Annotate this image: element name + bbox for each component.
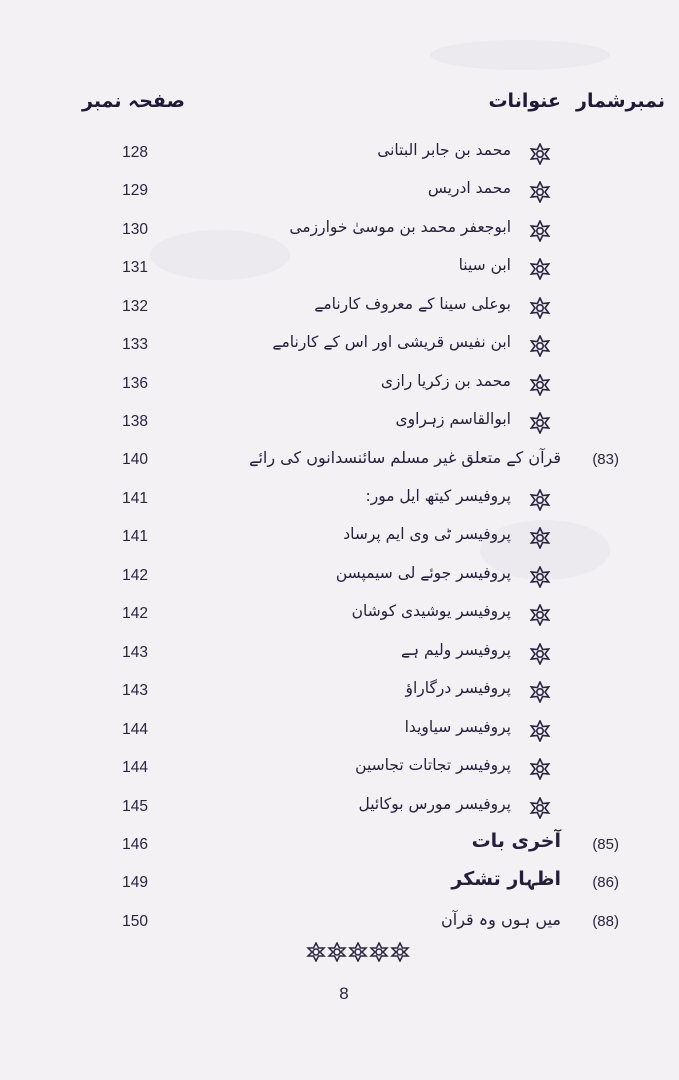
flower-bullet-icon [529, 143, 551, 165]
toc-page-number: 149 [122, 874, 148, 891]
toc-title: آخری بات [471, 830, 561, 852]
flower-bullet-icon [529, 527, 551, 549]
flower-bullet-icon [529, 412, 551, 434]
toc-entry [0, 905, 679, 941]
toc-serial-number: (83) [592, 451, 619, 468]
flower-bullet-icon [529, 720, 551, 742]
header-page-number: صفحہ نمبر [82, 90, 185, 112]
toc-title: پروفیسر جوئے لی سیمپسن [335, 564, 511, 582]
toc-serial-number: (85) [592, 836, 619, 853]
toc-entry [0, 636, 679, 672]
flower-bullet-icon [529, 220, 551, 242]
toc-page-number: 133 [122, 336, 148, 353]
flower-icon [327, 942, 347, 962]
flower-bullet-icon [529, 797, 551, 819]
flower-bullet-icon [529, 258, 551, 280]
toc-page-number: 138 [122, 413, 148, 430]
toc-page-number: 143 [122, 682, 148, 699]
toc-page-number: 129 [122, 182, 148, 199]
toc-title: پروفیسر سیاویدا [404, 718, 511, 736]
flower-bullet-icon [529, 566, 551, 588]
flower-bullet-icon [529, 374, 551, 396]
toc-title: ابوالقاسم زہراوی [395, 410, 511, 428]
flower-bullet-icon [529, 758, 551, 780]
toc-entry [0, 713, 679, 749]
toc-page-number: 146 [122, 836, 148, 853]
toc-title: پروفیسر تجاتات تجاسین [355, 756, 511, 774]
toc-title: ابن سینا [458, 256, 511, 274]
toc-page-number: 142 [122, 567, 148, 584]
toc-page-number: 131 [122, 259, 148, 276]
flower-bullet-icon [529, 681, 551, 703]
toc-entry [0, 866, 679, 902]
toc-title: ابوجعفر محمد بن موسیٰ خوارزمی [289, 218, 511, 236]
flower-bullet-icon [529, 489, 551, 511]
toc-page-number: 140 [122, 451, 148, 468]
toc-entry [0, 328, 679, 364]
toc-title: بوعلی سینا کے معروف کارنامے [314, 295, 511, 313]
flower-icon [348, 942, 368, 962]
toc-serial-number: (88) [592, 913, 619, 930]
toc-entry [0, 251, 679, 287]
flower-bullet-icon [529, 335, 551, 357]
toc-page-number: 150 [122, 913, 148, 930]
toc-entry [0, 290, 679, 326]
toc-page-number: 141 [122, 490, 148, 507]
flower-bullet-icon [529, 181, 551, 203]
toc-entry [0, 520, 679, 556]
flower-icon [369, 942, 389, 962]
toc-page-number: 128 [122, 144, 148, 161]
toc-page-number: 145 [122, 798, 148, 815]
toc-entry [0, 367, 679, 403]
toc-entry [0, 443, 679, 479]
flower-bullet-icon [529, 643, 551, 665]
toc-entry [0, 597, 679, 633]
toc-page-number: 144 [122, 759, 148, 776]
toc-title: محمد بن زکریا رازی [380, 372, 511, 390]
toc-title: پروفیسر مورس بوکائیل [358, 795, 511, 813]
flower-icon [306, 942, 326, 962]
toc-page-number: 130 [122, 221, 148, 238]
header-serial: نمبرشمار [576, 90, 665, 112]
toc-serial-number: (86) [592, 874, 619, 891]
toc-title: اظہار تشکر [451, 868, 561, 890]
toc-title: پروفیسر ٹی وی ایم پرساد [343, 525, 511, 543]
toc-entry [0, 482, 679, 518]
toc-page-number: 144 [122, 721, 148, 738]
toc-entry [0, 136, 679, 172]
toc-page-number: 132 [122, 298, 148, 315]
toc-entry [0, 790, 679, 826]
header-titles: عنوانات [488, 90, 561, 112]
toc-title: پروفیسر یوشیدی کوشان [351, 602, 511, 620]
toc-title: محمد ادریس [427, 179, 511, 197]
toc-page-number: 141 [122, 528, 148, 545]
toc-page-number: 136 [122, 375, 148, 392]
toc-title: پروفیسر کیتھ ایل مور: [365, 487, 511, 505]
flower-bullet-icon [529, 604, 551, 626]
toc-entry [0, 174, 679, 210]
toc-title: میں ہوں وہ قرآن [441, 910, 561, 929]
ornament-stars [306, 942, 412, 964]
toc-page-number: 143 [122, 644, 148, 661]
toc-page-number: 142 [122, 605, 148, 622]
toc-entry [0, 405, 679, 441]
flower-icon [390, 942, 410, 962]
toc-title: قرآن کے متعلق غیر مسلم سائنسدانوں کی رائے [249, 448, 561, 467]
toc-title: ابن نفیس قریشی اور اس کے کارنامے [272, 333, 511, 351]
toc-entry [0, 674, 679, 710]
toc-entry [0, 751, 679, 787]
toc-title: محمد بن جابر البتانی [377, 141, 511, 159]
flower-bullet-icon [529, 297, 551, 319]
toc-title: پروفیسر ولیم ہے [400, 641, 511, 659]
toc-entry [0, 559, 679, 595]
toc-title: پروفیسر درگاراؤ [405, 679, 511, 697]
toc-entry [0, 213, 679, 249]
page-number: 8 [339, 984, 349, 1003]
toc-entry [0, 828, 679, 864]
